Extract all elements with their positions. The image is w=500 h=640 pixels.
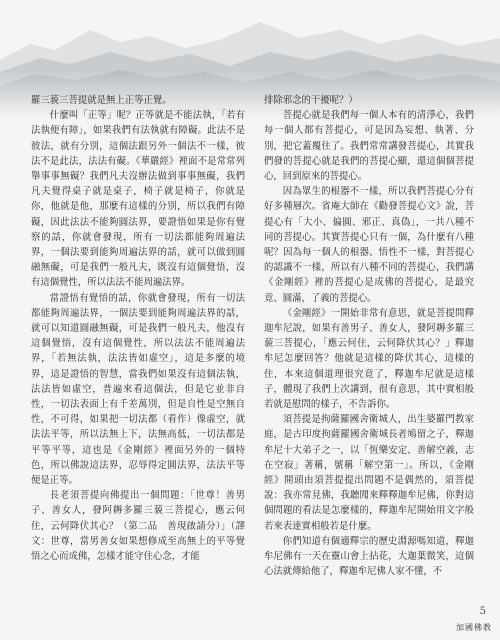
paragraph: 你們知道有個適釋宗的歷史淵源嗎知道，釋迦牟尼佛有一天在靈山會上拈花，大迦葉微笑，這個心法就傳給他了，釋迦牟尼佛人家不懂，不 xyxy=(264,535,474,578)
page-number: 5 xyxy=(479,606,486,617)
paragraph: 菩提心就是我們每一個人本有的清淨心，我們每一個人都有菩提心，可是因為妄想、執著、分別，把它蓋覆住了。我們常常講發菩提心，其實我們發的菩提心就是我們的菩提心顯，還這個個菩提心，回到原來的菩提心。 xyxy=(264,110,474,183)
paragraph: 當證悟有覺悟的話，你就會發現，所有一切法都能夠周遍法界，一個法要到能夠周遍法界的話，就可以知道圓融無礙，可是我們一般凡夫，他沒有這個覺悟，沒有這個覺性，所以法法不能周遍法界，「若無法執，法法皆如虛空」，這是多麼的境界，這是證悟的智慧，當我們如果沒有這個法執，法法皆如虛空，普遍來看這個法，但是它並非自性，一切法表面上有千差萬別，但是自性是空無自性，不可得，如果把一切法都（看作）像虛空，就法法平等，所以法無上下，法無高低，一切法都是平等平等，這也是《金剛經》裡面另外的一個特色，所以佛說這法界，忍辱得定圓法界，法法平等便是正等。 xyxy=(31,292,245,487)
paragraph: 《金剛經》一開始非常有意思，就是菩提問釋迦牟尼說，如果有善男子、善女人，發阿耨多羅三藐三菩提心，「應云何住，云何降伏其心？」釋迦牟尼怎麼回答？他就是這樣的降伏其心，這樣的住，本來這個道理很究竟了，釋迦牟尼就是這樣子，體現了我們上次講到，很有意思，其中實相般若就是慰問的樣子，不告訴你。 xyxy=(264,307,474,411)
paragraph: 排除邪念的干擾呢？） xyxy=(264,95,358,106)
paragraph: 什麼叫「正等」呢？正等就是不能法執，「若有法執便有障」，如果我們有法執就有障礙。此法不是彼法，就有分別，這個法跟另外一個法不一樣，彼法不是此法，法法有礙。《華嚴經》裡面不是常常列舉事事無礙？我們凡夫沒辦法做到事事無礙，我們凡夫覺得桌子就是桌子，椅子就是椅子，你就是你，他就是他，那麼有這樣的分別，所以我們有障礙，因此法法不能夠圓法界，要證悟如果是你有覺察的話，你就會發現，所有一切法都能夠周遍法界，一個法要到能夠周遍法界的話，就可以做到圓融無礙，可是我們一般凡夫，既沒有這個覺悟，沒有這個覺性，所以法法不能周遍法界。 xyxy=(31,110,245,289)
article-column-left xyxy=(31,93,245,564)
paragraph: 須菩提是拘薩羅國舍衛城人，出生婆羅門教家庭，是古印度拘薩羅國舍衛城長者鳩留之子，釋迦牟尼十大弟子之一，以「恆樂安定、善解空義，志在空寂」著稱，號稱「解空第一」。所以，《金剛經》開頭由須菩提提出問題不是偶然的，須菩提說：我亦常見佛，我聽聞來釋釋迦牟尼佛，你對這個問題的看法是怎麼樣的，釋迦牟尼開始用文字般若來表達實相般若是什麼。 xyxy=(264,414,474,532)
publication-name: 加國佛教 xyxy=(456,623,492,632)
paragraph: 因為眾生的根器不一樣，所以我們菩提心分有好多種層次。省庵大師在《勸發菩提心文》說，菩提心有「大小、偏圓、邪正、真偽」，一共八種不同的菩提心。其實菩提心只有一個，為什麼有八種呢？因為每一個人的根器、悟性不一樣，對菩提心的認識不一樣，所以有八種不同的菩提心，我們講《金剛經》裡的菩提心是成佛的菩提心，是最究竟、圓滿，了義的菩提心。 xyxy=(264,186,474,304)
article-column-right xyxy=(264,93,474,580)
paragraph: 長老須菩提向佛提出一個問題：「世尊！善男子、善女人，發阿耨多羅三藐三菩提心，應云何住，云何降伏其心？（第二品 善現啟請分）」（譯文：世尊，當男善女如果想修成至高無上的平等覺悟之心而成佛，怎樣才能守住心念，才能 xyxy=(31,490,245,563)
paragraph: 羅三藐三菩提就是無上正等正覺。 xyxy=(31,95,172,106)
